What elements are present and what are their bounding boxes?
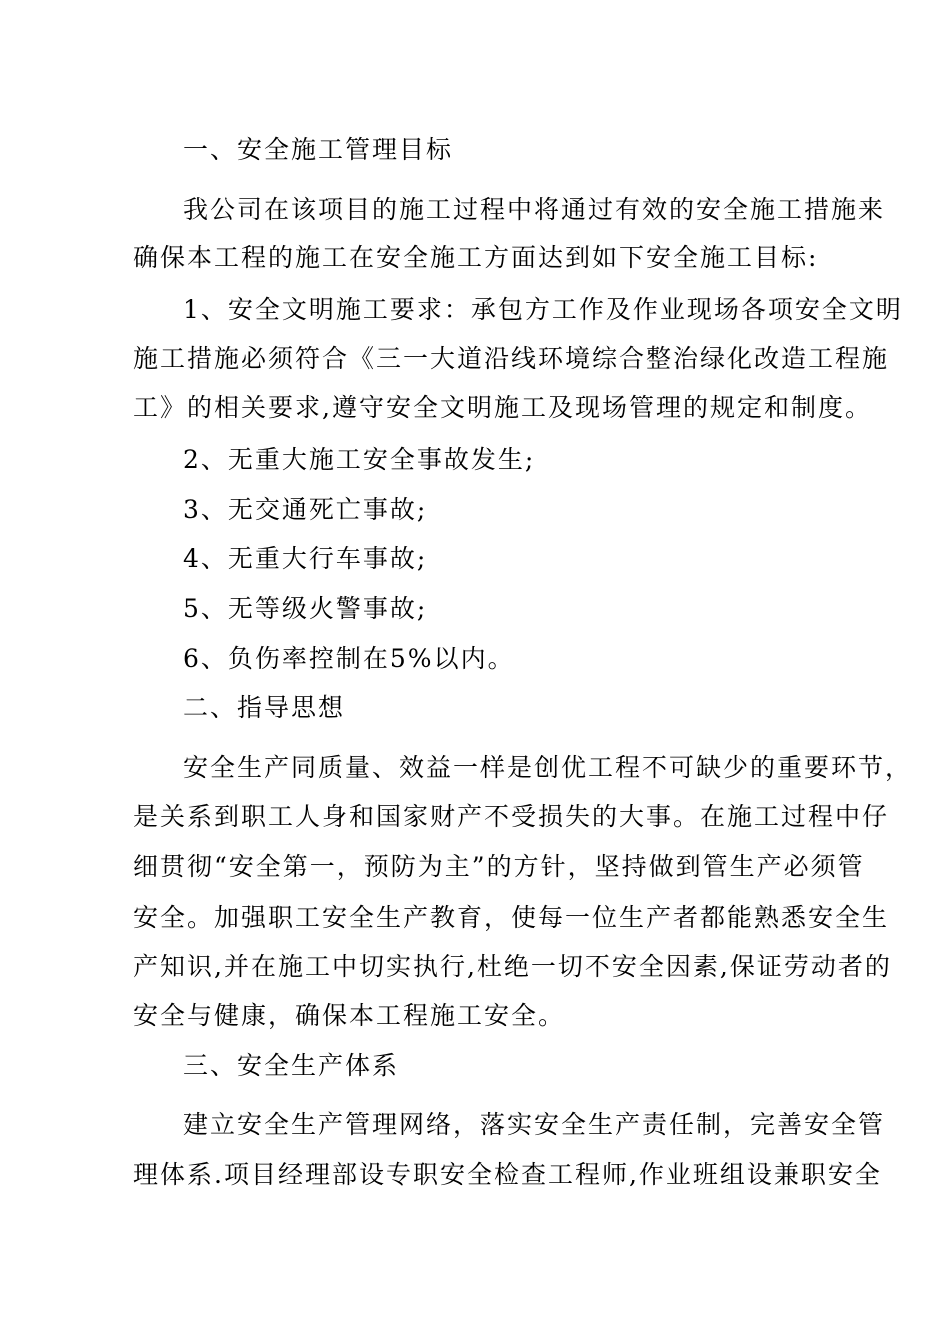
list-item-3: 3、无交通死亡事故; — [183, 495, 428, 524]
list-item-5: 5、无等级火警事故; — [183, 594, 428, 623]
paragraph-line: 工》的相关要求,遵守安全文明施工及现场管理的规定和制度。 — [133, 393, 872, 422]
paragraph-line: 施工措施必须符合《三一大道沿线环境综合整治绿化改造工程施 — [133, 344, 890, 373]
list-item-2: 2、无重大施工安全事故发生; — [183, 445, 536, 474]
list-item-6: 6、负伤率控制在5%以内。 — [183, 644, 515, 673]
paragraph-line: 安全生产同质量、效益一样是创优工程不可缺少的重要环节， — [183, 753, 913, 782]
paragraph-line: 是关系到职工人身和国家财产不受损失的大事。在施工过程中仔 — [133, 802, 890, 831]
paragraph-line: 我公司在该项目的施工过程中将通过有效的安全施工措施来 — [183, 195, 886, 224]
heading-safety-goals: 一、安全施工管理目标 — [183, 135, 454, 164]
paragraph-line: 安全。加强职工安全生产教育，使每一位生产者都能熟悉安全生 — [133, 903, 890, 932]
heading-guiding-thought: 二、指导思想 — [183, 693, 346, 722]
paragraph-line: 细贯彻“安全第一，预防为主”的方针，坚持做到管生产必须管 — [133, 852, 865, 881]
list-item-4: 4、无重大行车事故; — [183, 544, 428, 573]
paragraph-line: 产知识,并在施工中切实执行,杜绝一切不安全因素,保证劳动者的 — [133, 952, 892, 981]
list-item-1: 1、安全文明施工要求：承包方工作及作业现场各项安全文明 — [183, 295, 903, 324]
paragraph-line: 确保本工程的施工在安全施工方面达到如下安全施工目标: — [133, 243, 819, 272]
paragraph-line: 建立安全生产管理网络，落实安全生产责任制，完善安全管 — [183, 1110, 886, 1139]
paragraph-line: 理体系.项目经理部设专职安全检查工程师,作业班组设兼职安全 — [133, 1160, 882, 1189]
heading-safety-system: 三、安全生产体系 — [183, 1051, 400, 1080]
paragraph-line: 安全与健康，确保本工程施工安全。 — [133, 1001, 566, 1030]
